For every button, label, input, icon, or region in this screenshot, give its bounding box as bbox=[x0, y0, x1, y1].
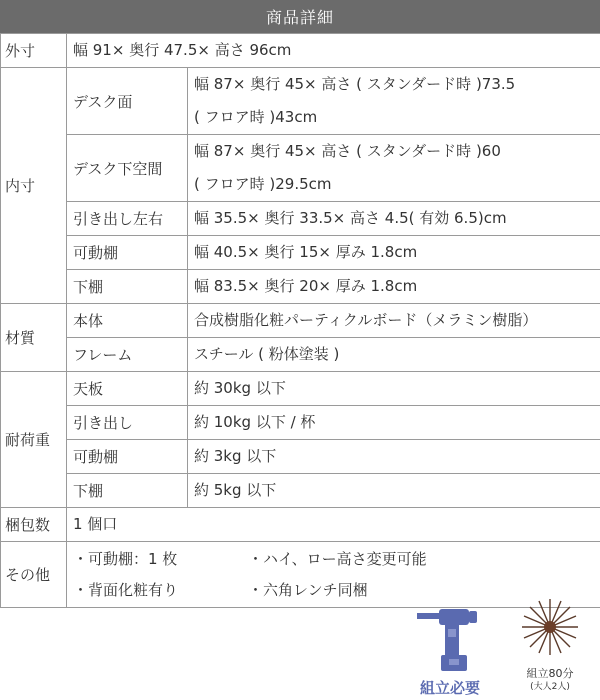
assembly-required-label: 組立必要 bbox=[419, 679, 480, 697]
note-item: ・可動棚：1 枚 bbox=[73, 549, 178, 568]
sub-label-movable-shelf: 可動棚 bbox=[67, 236, 188, 270]
body-material-value: 合成樹脂化粧パーティクルボード（メラミン樹脂） bbox=[188, 304, 600, 338]
table-row bbox=[1, 236, 600, 270]
value-line: ( フロア時 )43cm bbox=[194, 108, 318, 126]
sub-label-top-board: 天板 bbox=[67, 372, 188, 406]
row-label-packages: 梱包数 bbox=[1, 508, 67, 542]
top-board-load-value: 約 30kg 以下 bbox=[188, 372, 600, 406]
table-row bbox=[1, 34, 600, 68]
assembly-time-note: (大人2人) bbox=[530, 682, 570, 692]
table-row bbox=[1, 338, 600, 372]
under-desk-value bbox=[188, 135, 600, 202]
sub-label-lower-shelf: 下棚 bbox=[67, 270, 188, 304]
sub-label-desk-surface: デスク面 bbox=[67, 68, 188, 135]
sub-label-under-desk: デスク下空間 bbox=[67, 135, 188, 202]
assembly-required-badge bbox=[405, 603, 495, 698]
desk-surface-value bbox=[188, 68, 600, 135]
table-row bbox=[1, 270, 600, 304]
spec-table bbox=[0, 33, 600, 608]
assembly-time-badge bbox=[510, 595, 590, 700]
table-row bbox=[1, 508, 600, 542]
sub-label-drawers: 引き出し左右 bbox=[67, 202, 188, 236]
note-item: ・背面化粧有り bbox=[73, 580, 179, 599]
table-row bbox=[1, 474, 600, 508]
drawers-value: 幅 35.5× 奥行 33.5× 高さ 4.5( 有効 6.5)cm bbox=[188, 202, 600, 236]
sub-label-drawer: 引き出し bbox=[67, 406, 188, 440]
drawer-load-value: 約 10kg 以下 / 杯 bbox=[188, 406, 600, 440]
section-title: 商品詳細 bbox=[265, 8, 334, 27]
row-label-inner: 内寸 bbox=[1, 68, 67, 304]
note-item: ・ハイ、ロー高さ変更可能 bbox=[248, 549, 427, 568]
badge-area bbox=[0, 595, 600, 700]
table-row bbox=[1, 440, 600, 474]
outer-size-value: 幅 91× 奥行 47.5× 高さ 96cm bbox=[67, 34, 600, 68]
clock-burst-icon bbox=[518, 595, 582, 659]
row-label-other: その他 bbox=[1, 542, 67, 608]
note-item: ・六角レンチ同梱 bbox=[248, 580, 368, 599]
table-row bbox=[1, 202, 600, 236]
row-label-outer: 外寸 bbox=[1, 34, 67, 68]
movable-shelf-load-value: 約 3kg 以下 bbox=[188, 440, 600, 474]
sub-label-movable-shelf-load: 可動棚 bbox=[67, 440, 188, 474]
sub-label-body: 本体 bbox=[67, 304, 188, 338]
table-row bbox=[1, 135, 600, 202]
section-header bbox=[0, 0, 600, 33]
value-line: ( フロア時 )29.5cm bbox=[194, 175, 332, 193]
table-row bbox=[1, 304, 600, 338]
row-label-load: 耐荷重 bbox=[1, 372, 67, 508]
value-line: 幅 87× 奥行 45× 高さ ( スタンダード時 )60 bbox=[194, 142, 501, 160]
row-label-material: 材質 bbox=[1, 304, 67, 372]
lower-shelf-load-value: 約 5kg 以下 bbox=[188, 474, 600, 508]
value-line: 幅 87× 奥行 45× 高さ ( スタンダード時 )73.5 bbox=[194, 75, 516, 93]
table-row bbox=[1, 68, 600, 135]
table-row bbox=[1, 372, 600, 406]
lower-shelf-value: 幅 83.5× 奥行 20× 厚み 1.8cm bbox=[188, 270, 600, 304]
movable-shelf-value: 幅 40.5× 奥行 15× 厚み 1.8cm bbox=[188, 236, 600, 270]
assembly-time-label: 組立80分 bbox=[526, 667, 574, 680]
frame-material-value: スチール ( 粉体塗装 ) bbox=[188, 338, 600, 372]
drill-icon bbox=[413, 603, 487, 675]
sub-label-lower-shelf-load: 下棚 bbox=[67, 474, 188, 508]
packages-value: 1 個口 bbox=[67, 508, 600, 542]
sub-label-frame: フレーム bbox=[67, 338, 188, 372]
table-row bbox=[1, 406, 600, 440]
